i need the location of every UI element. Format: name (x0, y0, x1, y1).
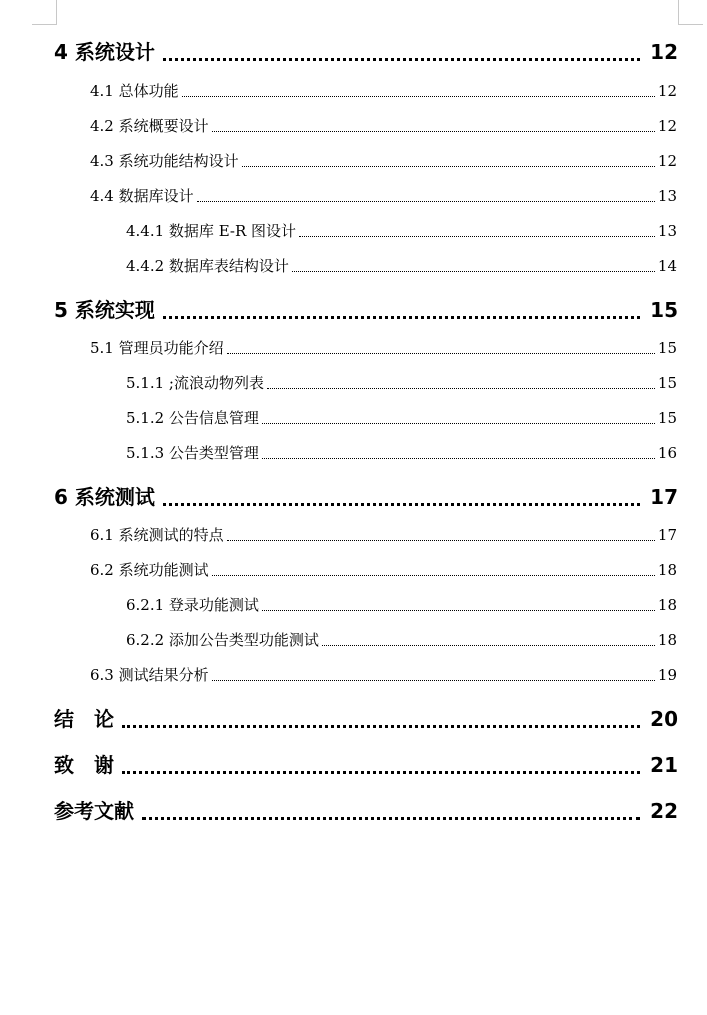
toc-entry-page: 15 (650, 298, 678, 322)
toc-entry[interactable] (54, 795, 678, 824)
toc-entry-label: 4.1 总体功能 (90, 82, 179, 100)
toc-entry-label: 4.4.2 数据库表结构设计 (126, 257, 289, 275)
toc-entry-page: 12 (657, 152, 677, 170)
toc-entry-label: 5.1.2 公告信息管理 (126, 409, 259, 427)
toc-entry[interactable] (126, 407, 677, 428)
toc-entry-page: 15 (657, 374, 677, 392)
toc-entry-label: 5 系统实现 (54, 298, 155, 322)
toc-entry[interactable] (54, 294, 678, 323)
toc-entry-page: 20 (650, 707, 678, 731)
toc-entry-page: 12 (657, 117, 677, 135)
toc-entry-page: 16 (657, 444, 677, 462)
toc-entry-label: 5.1 管理员功能介绍 (90, 339, 224, 357)
toc-dot-leader (262, 423, 655, 424)
toc-dot-leader (122, 725, 640, 728)
toc-dot-leader (299, 236, 655, 237)
toc-entry[interactable] (90, 337, 677, 358)
toc-dot-leader (142, 817, 640, 820)
toc-entry-label: 5.1.1 ;流浪动物列表 (126, 374, 264, 392)
toc-entry[interactable] (90, 150, 677, 171)
toc-entry-page: 12 (650, 40, 678, 64)
toc-entry-label: 5.1.3 公告类型管理 (126, 444, 259, 462)
toc-entry-label: 结 论 (54, 707, 114, 731)
toc-dot-leader (122, 771, 640, 774)
toc-entry-label: 6.2.1 登录功能测试 (126, 596, 259, 614)
toc-dot-leader (212, 575, 655, 576)
toc-entry-label: 6.2 系统功能测试 (90, 561, 209, 579)
toc-dot-leader (262, 458, 655, 459)
toc-entry-page: 18 (657, 631, 677, 649)
toc-entry-page: 15 (657, 409, 677, 427)
toc-entry-page: 18 (657, 596, 677, 614)
toc-entry[interactable] (54, 481, 678, 510)
toc-entry-page: 18 (657, 561, 677, 579)
toc-entry-label: 6.2.2 添加公告类型功能测试 (126, 631, 319, 649)
toc-entry-page: 19 (657, 666, 677, 684)
toc-entry-label: 参考文献 (54, 799, 134, 823)
toc-entry[interactable] (126, 594, 677, 615)
toc-entry-page: 17 (650, 485, 678, 509)
toc-dot-leader (292, 271, 655, 272)
toc-entry-page: 13 (657, 187, 677, 205)
toc-entry-page: 22 (650, 799, 678, 823)
toc-entry[interactable] (54, 749, 678, 778)
toc-dot-leader (212, 131, 655, 132)
toc-entry-label: 4 系统设计 (54, 40, 155, 64)
toc-entry-page: 15 (657, 339, 677, 357)
toc-dot-leader (242, 166, 655, 167)
toc-entry[interactable] (90, 524, 677, 545)
toc-entry-page: 14 (657, 257, 677, 275)
toc-entry-page: 12 (657, 82, 677, 100)
toc-dot-leader (227, 540, 655, 541)
toc-entry-label: 6.1 系统测试的特点 (90, 526, 224, 544)
toc-entry-label: 4.2 系统概要设计 (90, 117, 209, 135)
toc-entry-label: 4.4 数据库设计 (90, 187, 194, 205)
toc-entry[interactable] (126, 442, 677, 463)
toc-entry-label: 6.3 测试结果分析 (90, 666, 209, 684)
toc-dot-leader (262, 610, 655, 611)
toc-entry[interactable] (90, 559, 677, 580)
toc-dot-leader (163, 316, 640, 319)
toc-dot-leader (267, 388, 655, 389)
toc-entry-label: 致 谢 (54, 753, 114, 777)
toc-dot-leader (163, 58, 640, 61)
toc-entry-page: 17 (657, 526, 677, 544)
toc-entry[interactable] (126, 255, 677, 276)
toc-dot-leader (182, 96, 655, 97)
toc-entry-page: 13 (657, 222, 677, 240)
toc-entry[interactable] (126, 220, 677, 241)
toc-entry[interactable] (90, 664, 677, 685)
toc-entry[interactable] (54, 36, 678, 65)
toc-dot-leader (197, 201, 655, 202)
toc-entry-label: 4.3 系统功能结构设计 (90, 152, 239, 170)
toc-dot-leader (227, 353, 655, 354)
toc-entry-label: 4.4.1 数据库 E-R 图设计 (126, 222, 297, 240)
toc-dot-leader (163, 503, 640, 506)
toc-entry[interactable] (90, 115, 677, 136)
toc-entry[interactable] (90, 80, 677, 101)
toc-entry[interactable] (126, 629, 677, 650)
toc-entry[interactable] (90, 185, 677, 206)
toc-dot-leader (212, 680, 655, 681)
toc-dot-leader (322, 645, 655, 646)
toc-entry-label: 6 系统测试 (54, 485, 155, 509)
toc-entry[interactable] (126, 372, 677, 393)
toc-entry-page: 21 (650, 753, 678, 777)
toc-entry[interactable] (54, 703, 678, 732)
